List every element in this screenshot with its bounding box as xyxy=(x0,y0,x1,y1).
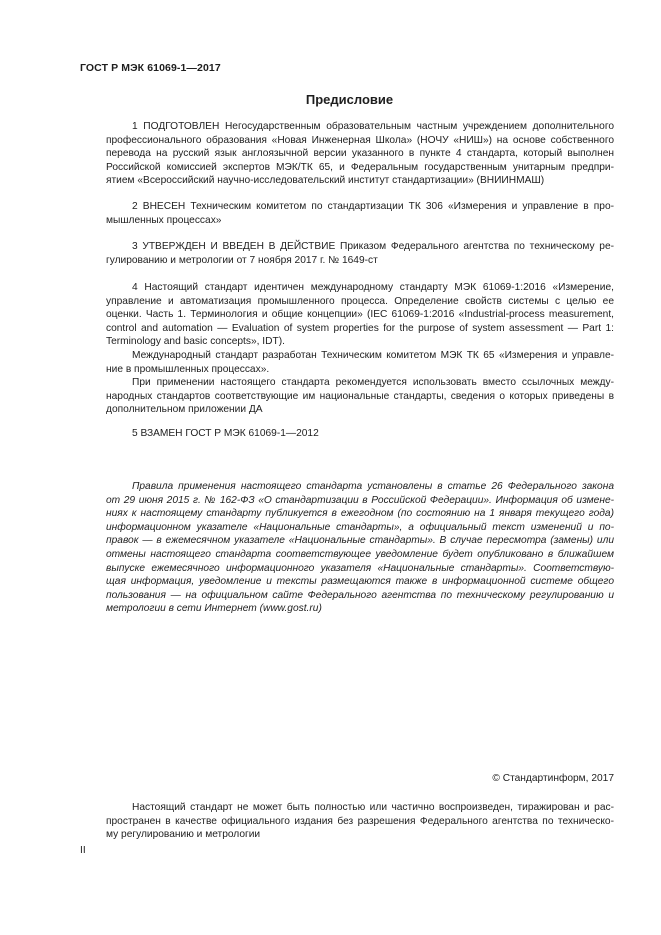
paragraph-introduced-by xyxy=(80,200,614,227)
text-line: При применении настоящего стандарта рекомендуется использовать вместо ссылочных между- xyxy=(132,377,614,388)
text-line: 5 ВЗАМЕН ГОСТ Р МЭК 61069-1—2012 xyxy=(132,428,319,439)
text-line: оценки. Часть 1. Терминология и общие концепции» (IEC 61069-1:2016 «Industrial-process measurement, xyxy=(106,309,614,321)
text-line: Российской комиссией экспертов МЭК/ТК 65, и Федеральным государственным унитарным предпри- xyxy=(106,161,614,173)
text-line: 4 Настоящий стандарт идентичен международному стандарту МЭК 61069-1:2016 «Измерение, xyxy=(132,282,614,293)
text-line: правок — в ежемесячном указателе «Национальные стандарты». В случае пересмотра (замены) или xyxy=(106,535,614,547)
text-line: от 29 июня 2015 г. № 162-ФЗ «О стандартизации в Российской Федерации». Информация об измене- xyxy=(106,494,614,506)
text-line: гулированию и метрологии от 7 ноября 2017 г. № 1649-ст xyxy=(106,254,378,266)
paragraph-application xyxy=(80,376,614,417)
text-line: метрологии в сети Интернет (www.gost.ru) xyxy=(106,603,322,615)
paragraph-replaces xyxy=(80,427,614,441)
text-line: отмены настоящего стандарта соответствующее уведомление будет опубликовано в ближайшем xyxy=(106,548,614,560)
text-line: выпуске ежемесячного информационного указателя «Национальные стандарты». Соответствую- xyxy=(106,562,614,574)
text-line: ниях к настоящему стандарту публикуется в ежегодном (по состоянию на 1 января текущего года) xyxy=(106,508,614,520)
page-title: Предисловие xyxy=(305,92,394,107)
text-line: информационном указателе «Национальные стандарты», а официальный текст изменений и по- xyxy=(106,521,614,533)
standard-code-header: ГОСТ Р МЭК 61069-1—2017 xyxy=(80,62,221,74)
text-line: дополнительном приложении ДА xyxy=(106,404,263,416)
text-line: 2 ВНЕСЕН Техническим комитетом по стандартизации ТК 306 «Измерения и управление в про- xyxy=(132,201,614,212)
page-number: II xyxy=(80,845,86,856)
text-line: Terminology and basic concepts», IDT). xyxy=(106,336,285,348)
paragraph-identical-standard xyxy=(80,281,614,349)
standard-rules-notice xyxy=(80,480,614,616)
text-line: Настоящий стандарт не может быть полностью или частично воспроизведен, тиражирован и рас- xyxy=(132,802,614,813)
text-line: перевода на русский язык англоязычной версии указанного в пункте 4 стандарта, который выполнен xyxy=(106,148,614,160)
text-line: 3 УТВЕРЖДЕН И ВВЕДЕН В ДЕЙСТВИЕ Приказом Федерального агентства по техническому ре- xyxy=(132,241,614,252)
text-line: мышленных процессах» xyxy=(106,214,222,226)
text-line: Правила применения настоящего стандарта установлены в статье 26 Федерального закона xyxy=(132,481,614,492)
text-line: му регулированию и метрологии xyxy=(106,829,261,841)
text-line: ятием «Всероссийский научно-исследовательский институт стандартизации» (ВНИИНМАШ) xyxy=(106,175,545,187)
paragraph-prepared-by xyxy=(80,120,614,188)
text-line: народных стандартов соответствующие им национальные стандарты, сведения о которых приведены в xyxy=(106,390,614,402)
text-line: управление и автоматизация промышленного процесса. Определение свойств системы с целью ее xyxy=(106,295,614,307)
paragraph-international-committee xyxy=(80,349,614,376)
text-line: пользования — на официальном сайте Федерального агентства по техническому регулированию и xyxy=(106,589,614,601)
paragraph-approved xyxy=(80,240,614,267)
text-line: Международный стандарт разработан Техническим комитетом МЭК ТК 65 «Измерения и управле- xyxy=(132,350,614,361)
text-line: профессионального образования «Новая Инженерная Школа» (НОЧУ «НИШ») на основе собственного xyxy=(106,134,614,146)
text-line: ние в промышленных процессах». xyxy=(106,363,270,375)
copyright-notice: © Стандартинформ, 2017 xyxy=(492,773,614,784)
reproduction-notice xyxy=(80,801,614,842)
text-line: control and automation — Evaluation of system properties for the purpose of system assessment — Part 1: xyxy=(106,322,614,334)
text-line: 1 ПОДГОТОВЛЕН Негосударственным образовательным частным учреждением дополнительного xyxy=(132,121,614,132)
text-line: пространен в качестве официального издания без разрешения Федерального агентства по техническо- xyxy=(106,815,614,827)
text-line: щая информация, уведомление и тексты размещаются также в информационной системе общего xyxy=(106,576,614,588)
